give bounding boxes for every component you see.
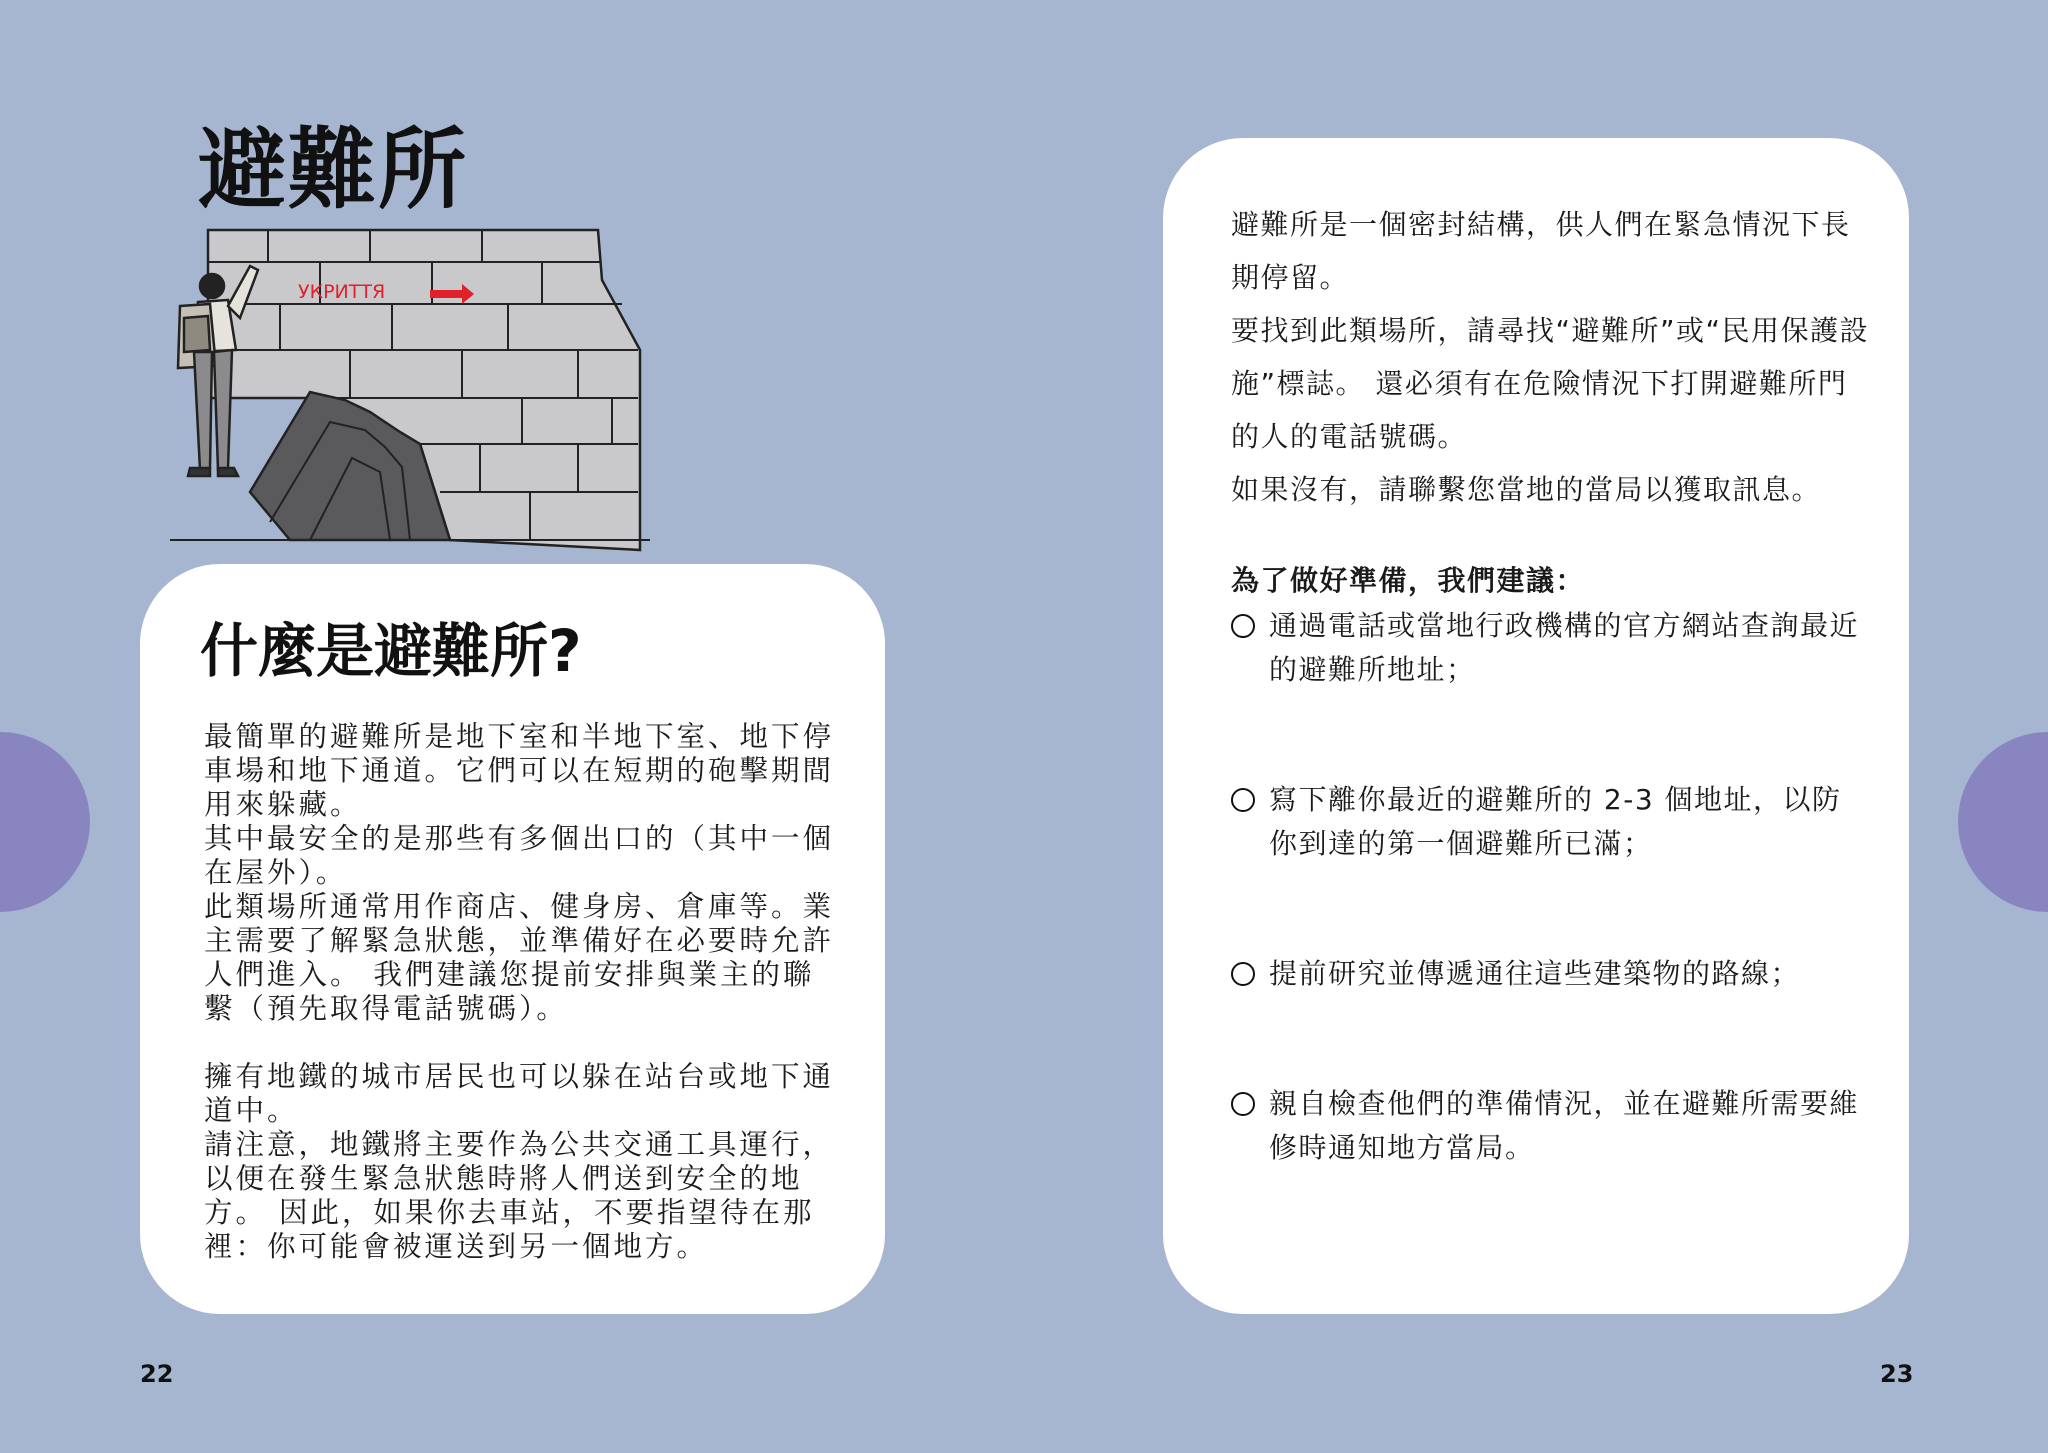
intro-paragraph: 避難所是一個密封結構，供人們在緊急情況下長期停留。 [1231,208,1851,294]
recommendation-heading: 為了做好準備，我們建議： [1231,564,1586,597]
circle-bullet-icon [1231,1092,1255,1116]
list-item [1231,952,1871,996]
page-number-right: 23 [1880,1360,1914,1388]
list-item [1231,778,1871,866]
list-item [1231,604,1871,692]
list-item-text: 通過電話或當地行政機構的官方網站查詢最近的避難所地址； [1269,609,1860,686]
list-item-text: 親自檢查他們的準備情況，並在避難所需要維修時通知地方當局。 [1269,1087,1860,1164]
recommendation-list [1231,604,1871,1170]
card-title: 什麼是避難所? [200,617,582,685]
card-body [1231,198,1871,1170]
circle-bullet-icon [1231,788,1255,812]
page-title: 避難所 [198,118,469,221]
list-item-text: 寫下離你最近的避難所的 2-3 個地址，以防你到達的第一個避難所已滿； [1269,783,1842,860]
intro-paragraph: 如果沒有，請聯繫您當地的當局以獲取訊息。 [1231,473,1822,506]
paragraph: 此類場所通常用作商店、健身房、倉庫等。業主需要了解緊急狀態，並準備好在必要時允許人們進入。 我們建議您提前安排與業主的聯繫（預先取得電話號碼）。 [204,890,835,1025]
shelter-illustration [170,222,650,552]
paragraph: 擁有地鐵的城市居民也可以躲在站台或地下通道中。 [204,1060,835,1127]
paragraph: 其中最安全的是那些有多個出口的（其中一個在屋外）。 [204,822,835,889]
decorative-circle-right [1958,732,2048,912]
list-item [1231,1082,1871,1170]
list-item-text: 提前研究並傳遞通往這些建築物的路線； [1269,957,1801,990]
decorative-circle-left [0,732,90,912]
page-number-left: 22 [140,1360,174,1388]
shelter-info-card [1163,138,1909,1314]
sign-text: УКРИТТЯ [298,281,386,303]
what-is-shelter-card [140,564,885,1314]
circle-bullet-icon [1231,962,1255,986]
card-body [204,720,834,1264]
paragraph: 最簡單的避難所是地下室和半地下室、地下停車場和地下通道。它們可以在短期的砲擊期間用來躲藏。 [204,720,835,821]
intro-paragraph: 要找到此類場所，請尋找“避難所”或“民用保護設施”標誌。 還必須有在危險情況下打開避難所門的人的電話號碼。 [1231,314,1870,453]
circle-bullet-icon [1231,614,1255,638]
paragraph: 請注意，地鐵將主要作為公共交通工具運行，以便在發生緊急狀態時將人們送到安全的地方。 因此，如果你去車站，不要指望待在那裡：你可能會被運送到另一個地方。 [204,1128,835,1263]
